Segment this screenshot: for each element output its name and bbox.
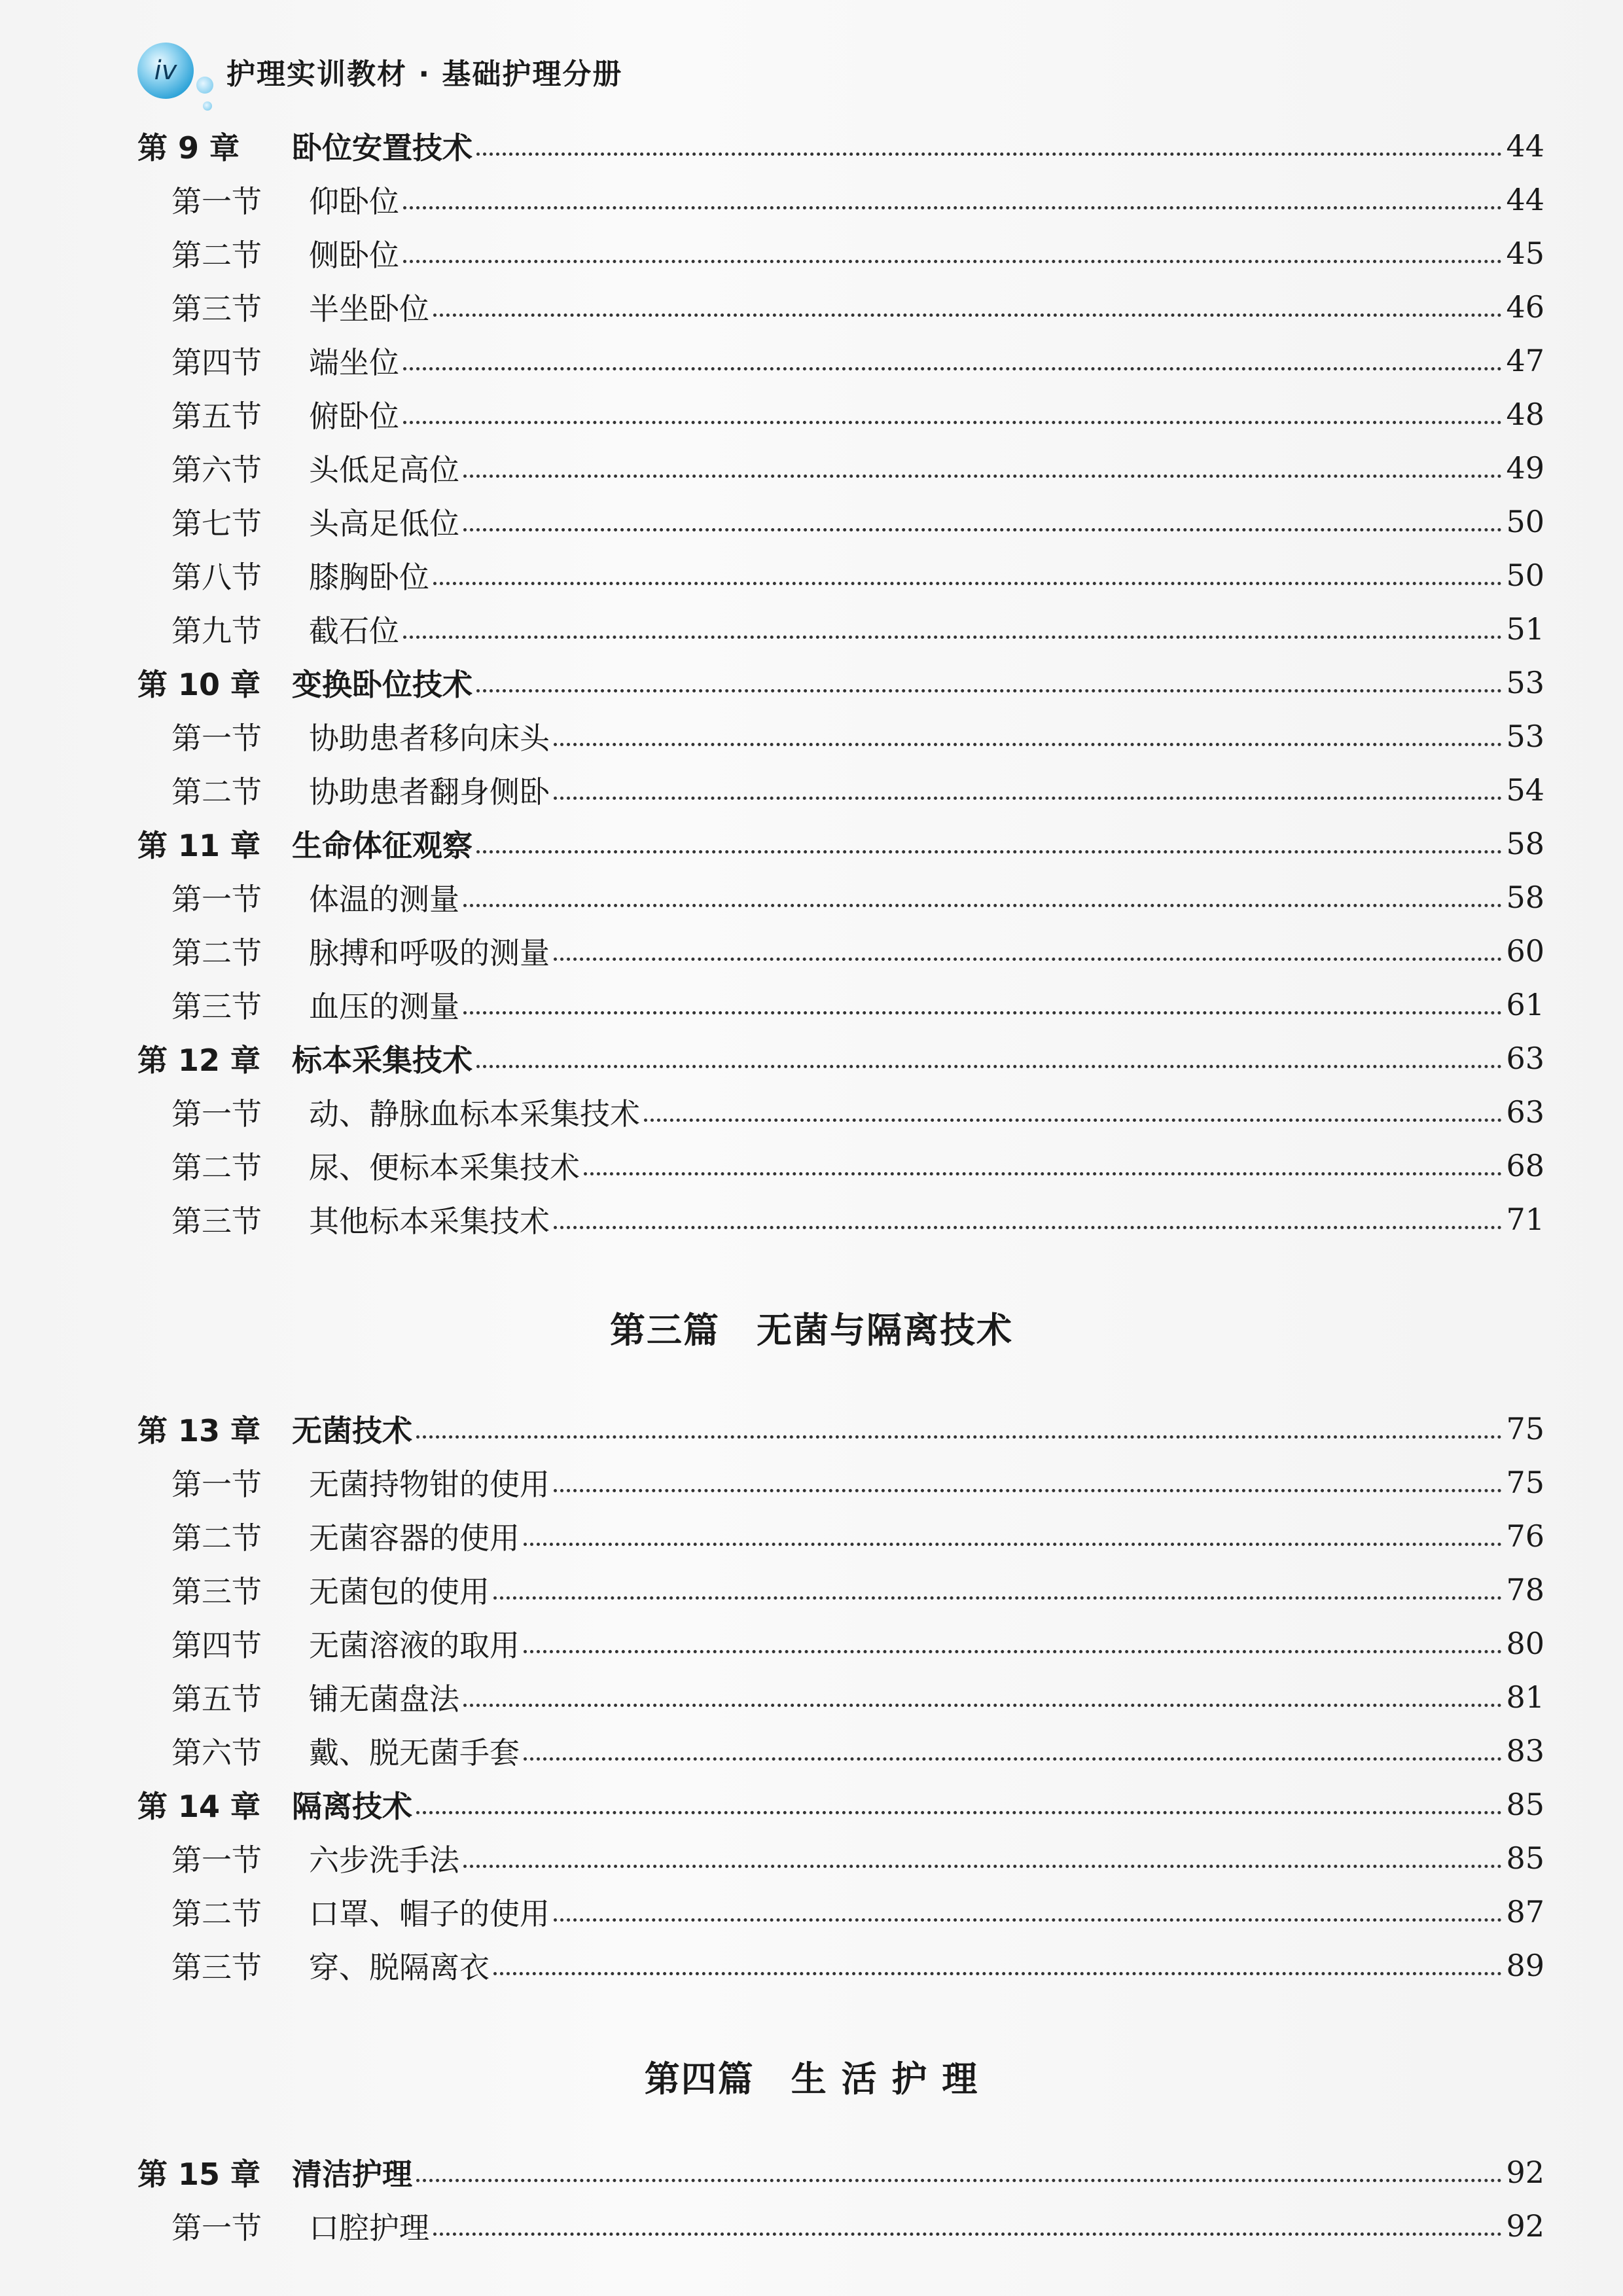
- chapter-number: 第 12 章: [137, 1043, 261, 1078]
- section-number: 第一节: [171, 1467, 262, 1502]
- page-number: 54: [1506, 772, 1544, 808]
- toc-section-entry[interactable]: [171, 1728, 1544, 1774]
- toc-section-entry[interactable]: [171, 1143, 1544, 1189]
- toc-section-entry[interactable]: [171, 284, 1544, 330]
- toc-section-entry[interactable]: [171, 1674, 1544, 1720]
- dot-leader: [403, 421, 1502, 424]
- toc-section-entry[interactable]: [171, 177, 1544, 223]
- page-number: 85: [1506, 1840, 1544, 1876]
- section-number: 第三节: [171, 1950, 262, 1985]
- chapter-title: 隔离技术: [292, 1789, 412, 1824]
- toc-chapter-entry[interactable]: [137, 2149, 1544, 2195]
- chapter-number: 第 14 章: [137, 1789, 261, 1824]
- dot-leader: [463, 1704, 1502, 1707]
- toc-section-entry[interactable]: [171, 1196, 1544, 1242]
- section-number: 第二节: [171, 1896, 262, 1931]
- toc-section-entry[interactable]: [171, 338, 1544, 384]
- section-number: 第五节: [171, 399, 262, 434]
- section-number: 第三节: [171, 1574, 262, 1609]
- page-number: 58: [1506, 826, 1544, 861]
- dot-leader: [463, 475, 1502, 478]
- dot-leader: [403, 206, 1502, 209]
- section-number: 第三节: [171, 989, 262, 1024]
- toc-section-entry[interactable]: [171, 391, 1544, 437]
- toc-section-entry[interactable]: [171, 2203, 1544, 2249]
- section-title: 头低足高位: [309, 452, 459, 488]
- page-number: 63: [1506, 1094, 1544, 1130]
- dot-leader: [524, 1543, 1502, 1546]
- section-number: 第二节: [171, 774, 262, 810]
- toc-chapter-entry[interactable]: [137, 660, 1544, 706]
- page-number: 75: [1506, 1411, 1544, 1446]
- toc-section-entry[interactable]: [171, 982, 1544, 1028]
- dot-leader: [524, 1650, 1502, 1653]
- page-number: 49: [1506, 450, 1544, 486]
- page-number: 61: [1506, 987, 1544, 1022]
- dot-leader: [433, 2233, 1502, 2236]
- chapter-number: 第 10 章: [137, 667, 261, 702]
- page-number: 48: [1506, 397, 1544, 432]
- section-title: 半坐卧位: [309, 291, 429, 327]
- page-number: 44: [1506, 128, 1544, 164]
- section-number: 第一节: [171, 2210, 262, 2246]
- dot-leader: [476, 1065, 1502, 1068]
- toc-section-entry[interactable]: [171, 445, 1544, 491]
- chapter-title: 变换卧位技术: [292, 667, 473, 702]
- toc-section-entry[interactable]: [171, 1621, 1544, 1666]
- page-number: 80: [1506, 1626, 1544, 1661]
- section-title: 口罩、帽子的使用: [309, 1896, 550, 1931]
- page-number: 87: [1506, 1894, 1544, 1929]
- section-number: 第一节: [171, 184, 262, 219]
- page-number: 50: [1506, 558, 1544, 593]
- dot-leader: [403, 260, 1502, 263]
- page-number: 63: [1506, 1041, 1544, 1076]
- toc-section-entry[interactable]: [171, 1567, 1544, 1613]
- section-number: 第五节: [171, 1681, 262, 1717]
- section-title: 无菌包的使用: [309, 1574, 490, 1609]
- dot-leader: [554, 797, 1502, 800]
- section-title: 脉搏和呼吸的测量: [309, 935, 550, 971]
- page-number: 68: [1506, 1148, 1544, 1183]
- section-title: 无菌溶液的取用: [309, 1628, 520, 1663]
- page-number: 78: [1506, 1572, 1544, 1607]
- dot-leader: [476, 689, 1502, 692]
- dot-leader: [554, 743, 1502, 746]
- page-number: 71: [1506, 1202, 1544, 1237]
- dot-leader: [416, 1435, 1502, 1439]
- page-number: 76: [1506, 1518, 1544, 1554]
- book-title: 护理实训教材 · 基础护理分册: [226, 58, 623, 91]
- page-number: 92: [1506, 2208, 1544, 2244]
- page-number: 50: [1506, 504, 1544, 539]
- decorative-bubble: [203, 101, 212, 111]
- page-number: 92: [1506, 2155, 1544, 2190]
- section-title: 动、静脉血标本采集技术: [309, 1096, 640, 1132]
- dot-leader: [433, 582, 1502, 585]
- dot-leader: [554, 1918, 1502, 1922]
- toc-section-entry[interactable]: [171, 874, 1544, 920]
- section-title: 无菌容器的使用: [309, 1520, 520, 1556]
- page-number: 44: [1506, 182, 1544, 217]
- toc-chapter-entry[interactable]: [137, 821, 1544, 867]
- toc-chapter-entry[interactable]: [137, 1035, 1544, 1081]
- toc-section-entry[interactable]: [171, 606, 1544, 652]
- dot-leader: [476, 152, 1502, 156]
- section-title: 俯卧位: [309, 399, 399, 434]
- chapter-number: 第 11 章: [137, 828, 261, 863]
- dot-leader: [644, 1119, 1502, 1122]
- dot-leader: [403, 367, 1502, 370]
- toc-section-entry[interactable]: [171, 552, 1544, 598]
- dot-leader: [476, 850, 1502, 853]
- page-number: 45: [1506, 236, 1544, 271]
- section-number: 第四节: [171, 1628, 262, 1663]
- section-title: 铺无菌盘法: [309, 1681, 459, 1717]
- toc-section-entry[interactable]: [171, 1513, 1544, 1559]
- page-number: 81: [1506, 1679, 1544, 1715]
- section-number: 第三节: [171, 291, 262, 327]
- chapter-title: 卧位安置技术: [292, 130, 473, 166]
- chapter-title: 生命体征观察: [292, 828, 473, 863]
- section-title: 口腔护理: [309, 2210, 429, 2246]
- section-number: 第八节: [171, 560, 262, 595]
- dot-leader: [463, 528, 1502, 531]
- toc-section-entry[interactable]: [171, 1943, 1544, 1988]
- section-number: 第九节: [171, 613, 262, 649]
- page-number: 58: [1506, 880, 1544, 915]
- section-title: 无菌持物钳的使用: [309, 1467, 550, 1502]
- toc-chapter-entry[interactable]: [137, 1782, 1544, 1827]
- section-title: 膝胸卧位: [309, 560, 429, 595]
- toc-section-entry[interactable]: [171, 1089, 1544, 1135]
- dot-leader: [403, 636, 1502, 639]
- page-number: 75: [1506, 1465, 1544, 1500]
- section-number: 第一节: [171, 882, 262, 917]
- toc-section-entry[interactable]: [171, 713, 1544, 759]
- page-number: 47: [1506, 343, 1544, 378]
- page-number: 46: [1506, 289, 1544, 325]
- dot-leader: [493, 1972, 1502, 1975]
- section-title: 端坐位: [309, 345, 399, 380]
- dot-leader: [416, 2179, 1502, 2182]
- chapter-title: 无菌技术: [292, 1413, 412, 1448]
- page-number: 53: [1506, 665, 1544, 700]
- section-title: 截石位: [309, 613, 399, 649]
- section-title: 侧卧位: [309, 238, 399, 273]
- section-title: 血压的测量: [309, 989, 459, 1024]
- dot-leader: [433, 314, 1502, 317]
- section-title: 仰卧位: [309, 184, 399, 219]
- section-number: 第六节: [171, 452, 262, 488]
- dot-leader: [554, 1489, 1502, 1492]
- dot-leader: [416, 1811, 1502, 1814]
- toc-section-entry[interactable]: [171, 928, 1544, 974]
- decorative-bubble: [196, 77, 213, 94]
- section-number: 第六节: [171, 1735, 262, 1770]
- toc-section-entry[interactable]: [171, 230, 1544, 276]
- page-number: 85: [1506, 1787, 1544, 1822]
- chapter-number: 第 13 章: [137, 1413, 261, 1448]
- section-number: 第二节: [171, 1150, 262, 1185]
- section-number: 第一节: [171, 721, 262, 756]
- dot-leader: [524, 1757, 1502, 1761]
- toc-section-entry[interactable]: [171, 1889, 1544, 1935]
- chapter-number: 第 15 章: [137, 2157, 261, 2192]
- page-number: 51: [1506, 611, 1544, 647]
- section-title: 六步洗手法: [309, 1842, 459, 1878]
- section-number: 第七节: [171, 506, 262, 541]
- page-number: 60: [1506, 933, 1544, 969]
- part-heading: 第四篇 生 活 护 理: [644, 2058, 979, 2100]
- page-number: 83: [1506, 1733, 1544, 1768]
- toc-section-entry[interactable]: [171, 1460, 1544, 1505]
- section-title: 穿、脱隔离衣: [309, 1950, 490, 1985]
- toc-chapter-entry[interactable]: [137, 1406, 1544, 1452]
- page-number: 89: [1506, 1948, 1544, 1983]
- dot-leader: [584, 1172, 1502, 1175]
- part-heading: 第三篇 无菌与隔离技术: [610, 1310, 1013, 1351]
- section-number: 第四节: [171, 345, 262, 380]
- section-number: 第二节: [171, 935, 262, 971]
- toc-chapter-entry[interactable]: [137, 123, 1544, 169]
- chapter-number: 第 9 章: [137, 130, 240, 166]
- section-number: 第三节: [171, 1204, 262, 1239]
- section-number: 第二节: [171, 1520, 262, 1556]
- page-number: 53: [1506, 719, 1544, 754]
- section-title: 头高足低位: [309, 506, 459, 541]
- toc-section-entry[interactable]: [171, 1835, 1544, 1881]
- section-number: 第一节: [171, 1842, 262, 1878]
- section-number: 第一节: [171, 1096, 262, 1132]
- section-title: 协助患者翻身侧卧: [309, 774, 550, 810]
- section-title: 尿、便标本采集技术: [309, 1150, 580, 1185]
- dot-leader: [463, 1865, 1502, 1868]
- dot-leader: [554, 958, 1502, 961]
- running-header: [137, 36, 1119, 108]
- dot-leader: [463, 1011, 1502, 1014]
- section-number: 第二节: [171, 238, 262, 273]
- section-title: 戴、脱无菌手套: [309, 1735, 520, 1770]
- page-number-roman: iv: [154, 56, 177, 86]
- dot-leader: [463, 904, 1502, 907]
- toc-section-entry[interactable]: [171, 499, 1544, 545]
- section-title: 体温的测量: [309, 882, 459, 917]
- dot-leader: [493, 1596, 1502, 1600]
- toc-section-entry[interactable]: [171, 767, 1544, 813]
- section-title: 协助患者移向床头: [309, 721, 550, 756]
- chapter-title: 清洁护理: [292, 2157, 412, 2192]
- chapter-title: 标本采集技术: [292, 1043, 473, 1078]
- dot-leader: [554, 1226, 1502, 1229]
- section-title: 其他标本采集技术: [309, 1204, 550, 1239]
